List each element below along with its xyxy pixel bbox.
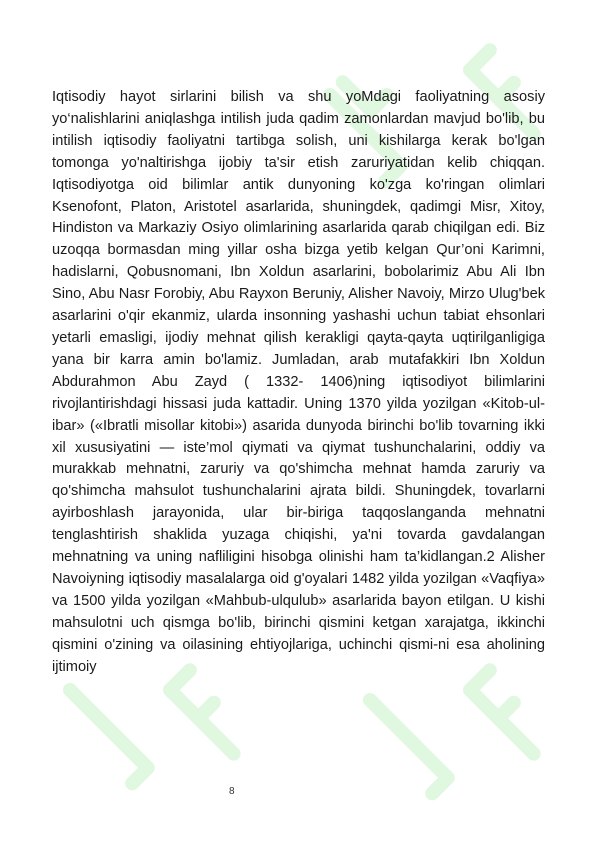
watermark-mark [470, 670, 553, 753]
watermark-mark [354, 700, 447, 793]
watermark-mark [54, 690, 147, 783]
page-number: 8 [229, 786, 235, 797]
body-paragraph: Iqtisodiy hayot sirlarini bilish va shu yoMdagi faoliyatning asosiy yo‘nalishlarini aniqlashga intilish juda qadim zamonlardan mavjud bo'lib, bu intilish iqtisodiy faoliyatni tartibga solish, uni kishilarga kerak bo'lgan tomonga yo'naltirishga ijobiy ta'sir etish zaruriyatidan kelib chiqqan. Iqtisodiyotga oid bilimlar antik dunyoning ko'zga ko'ringan olimlari Ksenofont, Platon, Aristotel asarlarida, shuningdek, qadimgi Misr, Xitoy, Hindiston va Markaziy Osiyo olimlarining asarlarida qarab chiqilgan edi. Biz uzoqqa bormasdan ming yillar osha bizga yetib kelgan Qur’oni Karimni, hadislarni, Qobusnomani, Ibn Xoldun asarlarini, bobolarimiz Abu Ali Ibn Sino, Abu Nasr Forobiy, Abu Rayxon Beruniy, Alisher Navoiy, Mirzo Ulug'bek asarlarini o'qir ekanmiz, ularda insonning yashashi uchun tabiat ehsonlari yetarli emasligi, ijodiy mehnat qilish kerakligi qayta-qayta uqtirilganligiga yana bir karra amin bo'lamiz. Jumladan, arab mutafakkiri Ibn Xoldun Abdurahmon Abu Zayd ( 1332- 1406)ning iqtisodiyot bilimlarini rivojlantirishdagi hissasi juda kattadir. Uning 1370 yilda yozilgan «Kitob-ul-ibar» («Ibratli misollar kitobi») asarida dunyoda birinchi bo'lib tovarning ikki xil xususiyatini — iste’mol qiymati va qiymat tushunchalarini, oddiy va murakkab mehnatni, zaruriy va qo'shimcha mehnat hamda zaruriy va qo'shimcha mahsulot tushunchalarini ajrata bildi. Shuningdek, tovarlarni ayirboshlash jarayonida, ular bir-biriga taqqoslanganda mehnatni tenglashtirish shaklida yuzaga chiqishi, ya'ni tovarda gavdalangan mehnatning va uning nafliligini hisobga olinishi ham ta’kidlangan.2 Alisher Navoiyning iqtisodiy masalalarga oid g'oyalari 1482 yilda yozilgan «Vaqfiya» va 1500 yilda yozilgan «Mahbub-ulqulub» asarlarida bayon etilgan. U kishi mahsulotni uch qismga bo'lib, birinchi qismini ketgan xarajatga, ikkinchi qismini o'zining va oilasining ehtiyojlariga, uchinchi qismi-ni esa aholining ijtimoiy [52, 89, 545, 675]
body-text-block [52, 87, 545, 678]
watermark-mark [170, 670, 253, 753]
